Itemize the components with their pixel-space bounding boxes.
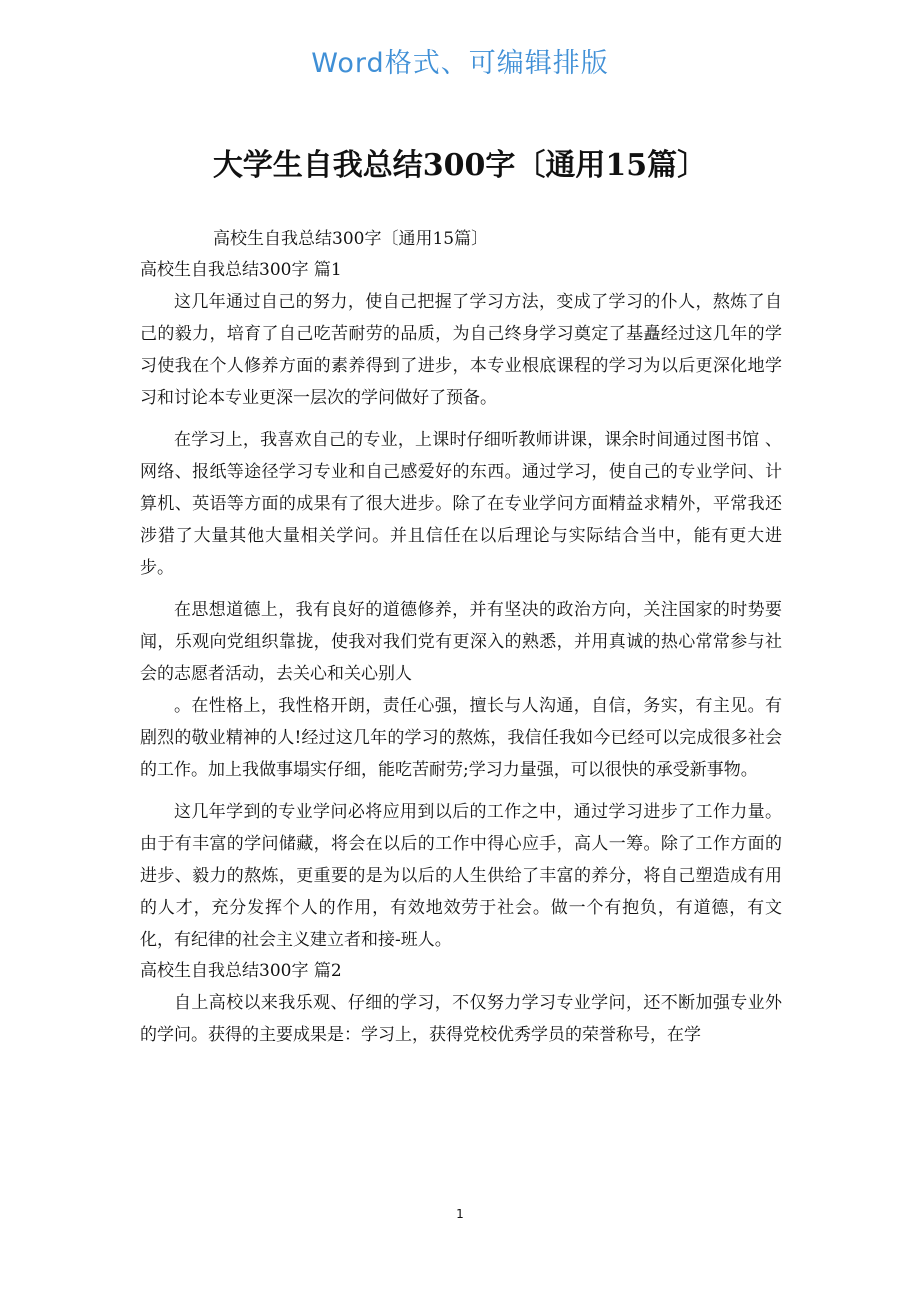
paragraph: 。在性格上，我性格开朗，责任心强，擅长与人沟通，自信，务实，有主见。有剧烈的敬业精神的人!经过这几年的学习的熬炼，我信任我如今已经可以完成很多社会的工作。加上我做事塌实仔细，能吃苦耐劳;学习力量强，可以很快的承受新事物。 xyxy=(140,696,782,780)
paragraph: 这几年通过自己的努力，使自己把握了学习方法，变成了学习的仆人，熬炼了自己的毅力，培育了自己吃苦耐劳的品质，为自己终身学习奠定了基矗经过这几年的学习使我在个人修养方面的素养得到了进步，本专业根底课程的学习为以后更深化地学习和讨论本专业更深一层次的学问做好了预备。 xyxy=(140,292,782,408)
document-title: 大学生自我总结300字〔通用15篇〕 xyxy=(212,148,708,183)
document-body xyxy=(140,224,782,1061)
page-number: 1 xyxy=(456,1207,464,1221)
paragraph: 在学习上，我喜欢自己的专业，上课时仔细听教师讲课，课余时间通过图书馆 、网络、报纸等途径学习专业和自己感爱好的东西。通过学习，使自己的专业学问、计算机、英语等方面的成果有了很大进步。除了在专业学问方面精益求精外，平常我还涉猎了大量其他大量相关学问。并且信任在以后理论与实际结合当中，能有更大进步。 xyxy=(140,430,782,578)
document-subtitle: 高校生自我总结300字〔通用15篇〕 xyxy=(213,229,489,249)
section-heading: 高校生自我总结300字 篇1 xyxy=(140,260,342,280)
section-heading: 高校生自我总结300字 篇2 xyxy=(140,961,342,981)
paragraph: 这几年学到的专业学问必将应用到以后的工作之中，通过学习进步了工作力量。由于有丰富的学问储藏，将会在以后的工作中得心应手，高人一筹。除了工作方面的进步、毅力的熬炼，更重要的是为以后的人生供给了丰富的养分，将自己塑造成有用的人才，充分发挥个人的作用，有效地效劳于社会。做一个有抱负，有道德，有文化，有纪律的社会主义建立者和接-班人。 xyxy=(140,802,782,950)
paragraph: 自上高校以来我乐观、仔细的学习，不仅努力学习专业学问，还不断加强专业外的学问。获得的主要成果是：学习上，获得党校优秀学员的荣誉称号，在学 xyxy=(140,993,782,1045)
document-banner: Word格式、可编辑排版 xyxy=(311,48,609,79)
paragraph: 在思想道德上，我有良好的道德修养，并有坚决的政治方向，关注国家的时势要闻，乐观向党组织靠拢，使我对我们党有更深入的熟悉，并用真诚的热心常常参与社会的志愿者活动，去关心和关心别人 xyxy=(140,600,782,684)
